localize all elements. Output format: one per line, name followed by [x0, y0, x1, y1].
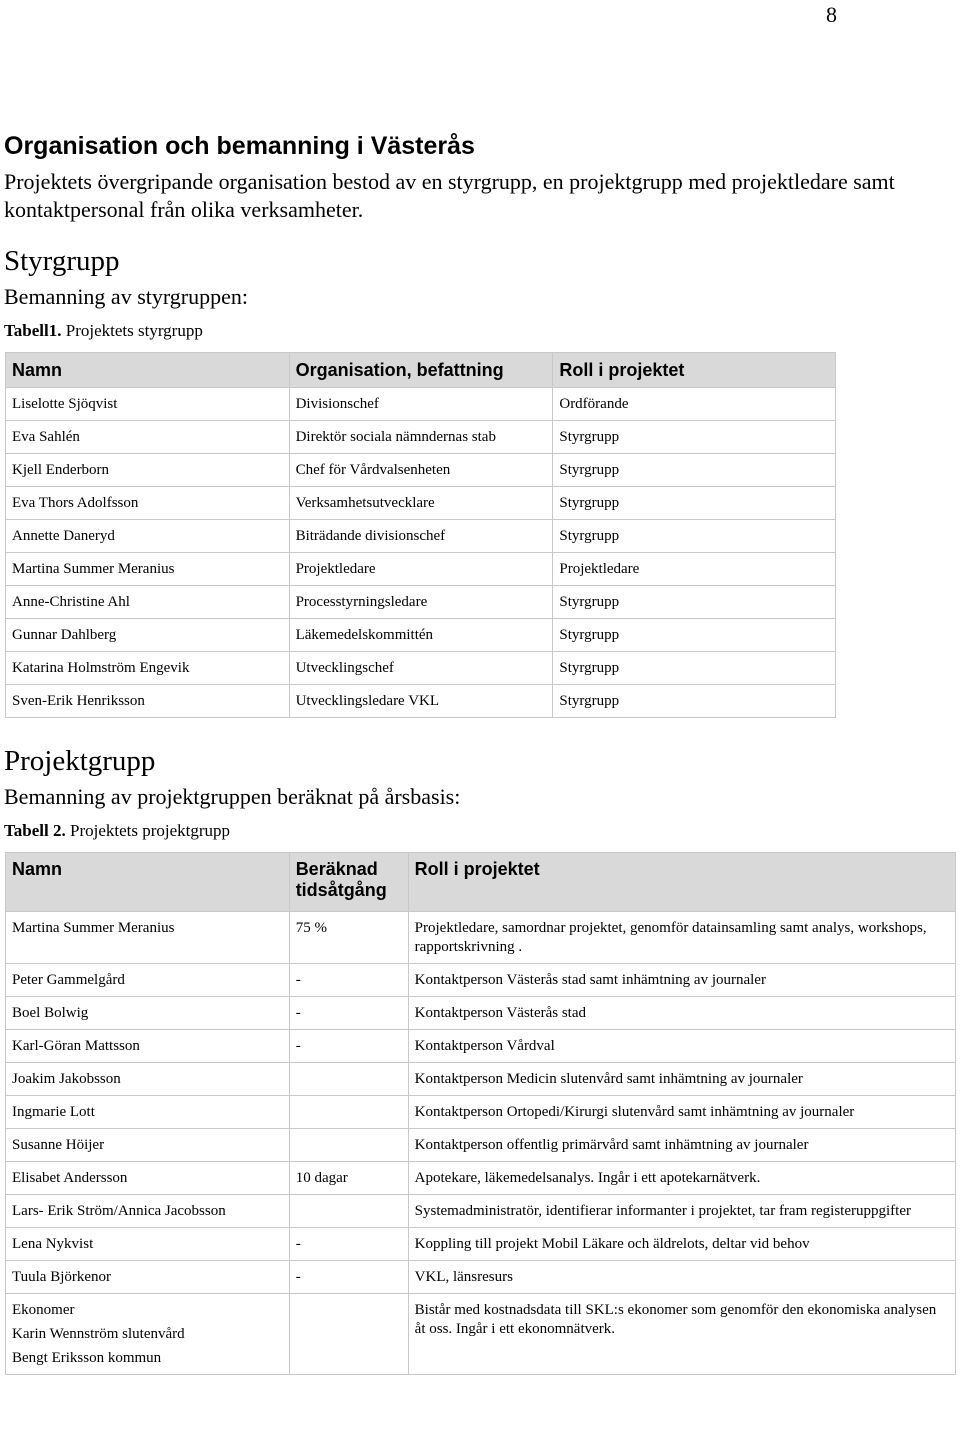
projektgrupp-lead: Bemanning av projektgruppen beräknat på årsbasis:	[4, 784, 461, 809]
table-cell-role: Styrgrupp	[553, 619, 836, 652]
section-title: Organisation och bemanning i Västerås	[4, 132, 475, 160]
table-cell-role: Kontaktperson offentlig primärvård samt inhämtning av journaler	[408, 1129, 955, 1162]
table-cell-name: Eva Sahlén	[6, 421, 290, 454]
table1-caption	[4, 320, 954, 342]
name-line: Boel Bolwig	[12, 1005, 89, 1021]
table-cell-name	[6, 997, 290, 1030]
table-row	[6, 421, 836, 454]
name-line: Ekonomer	[12, 1302, 75, 1318]
table-cell-role: Bistår med kostnadsdata till SKL:s ekonomer som genomför den ekonomiska analysen åt oss. Ingår i ett ekonomnätverk.	[408, 1294, 955, 1375]
table-cell-time	[289, 1195, 408, 1228]
table-cell-role: Styrgrupp	[553, 421, 836, 454]
table-cell-time	[289, 1096, 408, 1129]
table-header-row	[6, 853, 956, 912]
projektgrupp-table	[5, 852, 956, 1375]
table-row	[6, 520, 836, 553]
table-cell-role: Kontaktperson Västerås stad	[408, 997, 955, 1030]
table-cell-time: 75 %	[289, 912, 408, 964]
table-cell-name: Anne-Christine Ahl	[6, 586, 290, 619]
table-cell-name	[6, 1063, 290, 1096]
table-cell-organisation: Direktör sociala nämndernas stab	[289, 421, 553, 454]
table-cell-time: -	[289, 997, 408, 1030]
name-line: Karl-Göran Mattsson	[12, 1038, 140, 1054]
name-line: Joakim Jakobsson	[12, 1071, 121, 1087]
name-line: Ingmarie Lott	[12, 1104, 95, 1120]
table-row	[6, 454, 836, 487]
table-cell-role: Styrgrupp	[553, 454, 836, 487]
table-cell-time: -	[289, 964, 408, 997]
table-row	[6, 652, 836, 685]
table-cell-role: Ordförande	[553, 388, 836, 421]
styrgrupp-table-body	[6, 388, 836, 718]
table2-caption-label: Tabell 2.	[4, 821, 66, 840]
table-cell-organisation: Processtyrningsledare	[289, 586, 553, 619]
table-row	[6, 1162, 956, 1195]
table-cell-time	[289, 1294, 408, 1375]
table-cell-name	[6, 1129, 290, 1162]
table-cell-role: Styrgrupp	[553, 487, 836, 520]
table-cell-role: Projektledare, samordnar projektet, genomför datainsamling samt analys, workshops, rapportskrivning .	[408, 912, 955, 964]
table-cell-organisation: Utvecklingsledare VKL	[289, 685, 553, 718]
column-header-organisation: Organisation, befattning	[289, 353, 553, 388]
table-cell-time: -	[289, 1228, 408, 1261]
table-cell-name	[6, 1096, 290, 1129]
table-cell-role: Styrgrupp	[553, 685, 836, 718]
table-cell-name	[6, 912, 290, 964]
table-cell-time	[289, 1063, 408, 1096]
table-cell-organisation: Verksamhetsutvecklare	[289, 487, 553, 520]
table-row	[6, 912, 956, 964]
table-row	[6, 1030, 956, 1063]
table-cell-name	[6, 964, 290, 997]
table-row	[6, 619, 836, 652]
table2-caption-text: Projektets projektgrupp	[65, 821, 231, 840]
table-cell-role: Kontaktperson Ortopedi/Kirurgi slutenvård samt inhämtning av journaler	[408, 1096, 955, 1129]
name-line: Susanne Höijer	[12, 1137, 105, 1153]
column-header-roll: Roll i projektet	[553, 353, 836, 388]
table-cell-name	[6, 1030, 290, 1063]
table-cell-name	[6, 1162, 290, 1195]
name-line: Martina Summer Meranius	[12, 920, 175, 936]
table-cell-name: Kjell Enderborn	[6, 454, 290, 487]
table-row	[6, 1096, 956, 1129]
table-cell-role: Styrgrupp	[553, 520, 836, 553]
table-cell-role: Styrgrupp	[553, 652, 836, 685]
table-cell-role: Systemadministratör, identifierar informanter i projektet, tar fram registeruppgifter	[408, 1195, 955, 1228]
table-cell-name: Martina Summer Meranius	[6, 553, 290, 586]
table-row	[6, 997, 956, 1030]
column-header-namn: Namn	[6, 353, 290, 388]
table-row	[6, 964, 956, 997]
styrgrupp-lead: Bemanning av styrgruppen:	[4, 284, 248, 309]
table-row	[6, 1261, 956, 1294]
table-cell-name	[6, 1228, 290, 1261]
table-cell-time: -	[289, 1261, 408, 1294]
table-cell-role: Styrgrupp	[553, 586, 836, 619]
table-cell-name: Sven-Erik Henriksson	[6, 685, 290, 718]
intro-paragraph: Projektets övergripande organisation bestod av en styrgrupp, en projektgrupp med projektledare samt kontaktpersonal från olika verksamheter.	[4, 169, 895, 222]
table-row	[6, 553, 836, 586]
projektgrupp-heading: Projektgrupp	[4, 745, 156, 777]
table-cell-role: Kontaktperson Vårdval	[408, 1030, 955, 1063]
table-cell-role: Apotekare, läkemedelsanalys. Ingår i ett apotekarnätverk.	[408, 1162, 955, 1195]
table-row	[6, 1195, 956, 1228]
styrgrupp-heading: Styrgrupp	[4, 245, 120, 277]
table-cell-name	[6, 1261, 290, 1294]
name-line: Peter Gammelgård	[12, 972, 125, 988]
table-cell-organisation: Divisionschef	[289, 388, 553, 421]
table1-caption-text: Projektets styrgrupp	[61, 321, 203, 340]
table-cell-name	[6, 1294, 290, 1375]
name-line: Karin Wennström slutenvård	[12, 1326, 185, 1342]
page-number: 8	[826, 2, 837, 27]
styrgrupp-table	[5, 352, 836, 718]
table-cell-time: -	[289, 1030, 408, 1063]
table-header-row	[6, 353, 836, 388]
name-line: Bengt Eriksson kommun	[12, 1350, 162, 1366]
table-row	[6, 487, 836, 520]
name-line: Lars- Erik Ström/Annica Jacobsson	[12, 1203, 226, 1219]
column-header-roll: Roll i projektet	[408, 853, 955, 912]
table-cell-organisation: Biträdande divisionschef	[289, 520, 553, 553]
table2-caption	[4, 820, 954, 842]
table-cell-time: 10 dagar	[289, 1162, 408, 1195]
name-line: Lena Nykvist	[12, 1236, 94, 1252]
table-cell-name: Eva Thors Adolfsson	[6, 487, 290, 520]
table-row	[6, 1063, 956, 1096]
page-content	[4, 130, 954, 1375]
table-cell-role: Kontaktperson Västerås stad samt inhämtning av journaler	[408, 964, 955, 997]
table-cell-name	[6, 1195, 290, 1228]
table-row	[6, 1228, 956, 1261]
table-cell-time	[289, 1129, 408, 1162]
table-cell-name: Liselotte Sjöqvist	[6, 388, 290, 421]
table-row	[6, 1294, 956, 1375]
table-row	[6, 388, 836, 421]
table-cell-role: VKL, länsresurs	[408, 1261, 955, 1294]
table-cell-name: Katarina Holmström Engevik	[6, 652, 290, 685]
projektgrupp-table-body	[6, 912, 956, 1375]
table-cell-role: Projektledare	[553, 553, 836, 586]
table-cell-role: Koppling till projekt Mobil Läkare och äldrelots, deltar vid behov	[408, 1228, 955, 1261]
table1-caption-label: Tabell1.	[4, 321, 62, 340]
column-header-tidsatgang: Beräknad tidsåtgång	[289, 853, 408, 912]
table-cell-organisation: Utvecklingschef	[289, 652, 553, 685]
table-cell-organisation: Chef för Vårdvalsenheten	[289, 454, 553, 487]
table-cell-role: Kontaktperson Medicin slutenvård samt inhämtning av journaler	[408, 1063, 955, 1096]
table-cell-name: Annette Daneryd	[6, 520, 290, 553]
table-cell-name: Gunnar Dahlberg	[6, 619, 290, 652]
table-row	[6, 685, 836, 718]
name-line: Elisabet Andersson	[12, 1170, 128, 1186]
table-cell-organisation: Projektledare	[289, 553, 553, 586]
table-row	[6, 586, 836, 619]
table-cell-organisation: Läkemedelskommittén	[289, 619, 553, 652]
name-line: Tuula Björkenor	[12, 1269, 112, 1285]
column-header-namn: Namn	[6, 853, 290, 912]
table-row	[6, 1129, 956, 1162]
